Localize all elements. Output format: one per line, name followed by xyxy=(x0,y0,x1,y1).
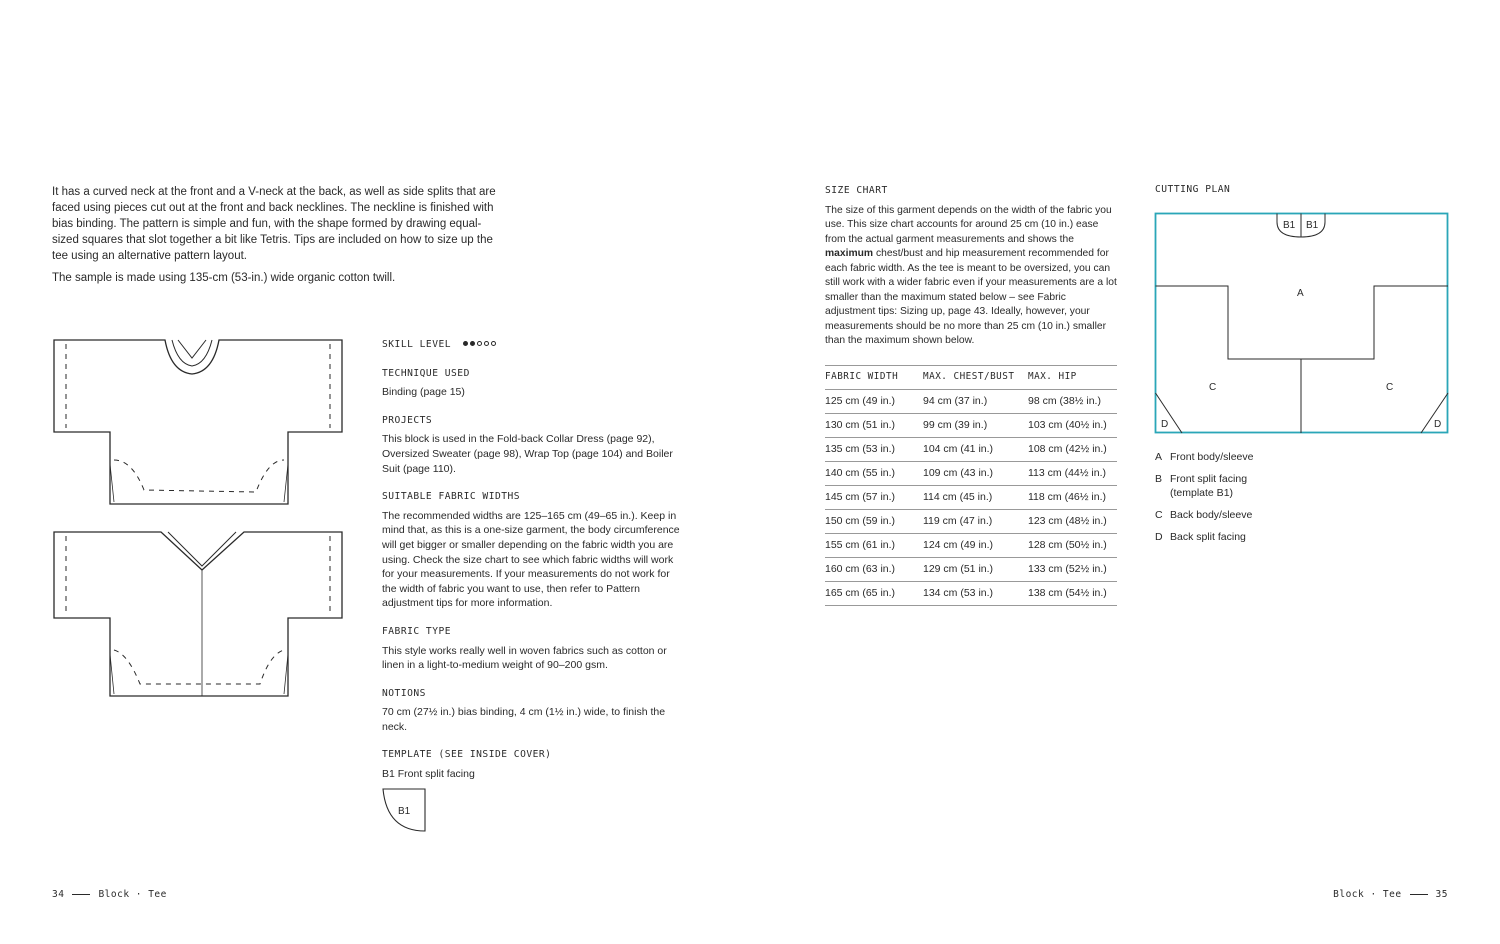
technique-section xyxy=(382,367,682,400)
legend-item: B Front split facing (template B1) xyxy=(1155,473,1248,499)
template-b1-shape xyxy=(382,786,432,836)
table-row xyxy=(825,582,1117,606)
skill-level-heading: SKILL LEVEL xyxy=(382,339,452,350)
skill-dot-1 xyxy=(463,341,468,346)
cutting-plan-heading: CUTTING PLAN xyxy=(1155,184,1231,195)
table-cell: 123 cm (48½ in.) xyxy=(1028,510,1117,534)
table-cell: 104 cm (41 in.) xyxy=(923,438,1028,462)
table-cell: 140 cm (55 in.) xyxy=(825,462,923,486)
template-section xyxy=(382,748,682,835)
table-cell: 103 cm (40½ in.) xyxy=(1028,414,1117,438)
notions-section xyxy=(382,687,682,735)
table-cell: 165 cm (65 in.) xyxy=(825,582,923,606)
table-cell: 98 cm (38½ in.) xyxy=(1028,390,1117,414)
column-header: MAX. HIP xyxy=(1028,365,1117,390)
skill-dot-3 xyxy=(477,341,482,346)
table-row xyxy=(825,462,1117,486)
footer-rule xyxy=(72,894,90,895)
legend-item: A Front body/sleeve xyxy=(1155,451,1254,463)
footer-rule xyxy=(1410,894,1428,895)
table-row xyxy=(825,510,1117,534)
table-cell: 145 cm (57 in.) xyxy=(825,486,923,510)
fabric-type-section xyxy=(382,625,682,673)
technique-heading: TECHNIQUE USED xyxy=(382,367,470,379)
table-cell: 118 cm (46½ in.) xyxy=(1028,486,1117,510)
label-d-left: D xyxy=(1161,419,1169,430)
table-row xyxy=(825,486,1117,510)
skill-dot-4 xyxy=(484,341,489,346)
footer-left xyxy=(52,889,167,900)
column-header: MAX. CHEST/BUST xyxy=(923,365,1028,390)
fabric-widths-section xyxy=(382,490,682,611)
table-cell: 129 cm (51 in.) xyxy=(923,558,1028,582)
column-header: FABRIC WIDTH xyxy=(825,365,923,390)
table-row xyxy=(825,438,1117,462)
table-header-row xyxy=(825,365,1117,390)
skill-level xyxy=(382,337,682,353)
table-cell: 160 cm (63 in.) xyxy=(825,558,923,582)
technique-text: Binding (page 15) xyxy=(382,386,465,399)
table-row xyxy=(825,390,1117,414)
legend-item: C Back body/sleeve xyxy=(1155,509,1253,521)
template-b1-label: B1 xyxy=(398,805,411,817)
table-cell: 108 cm (42½ in.) xyxy=(1028,438,1117,462)
specs-column xyxy=(382,337,682,850)
notions-text: 70 cm (27½ in.) bias binding, 4 cm (1½ in.) wide, to finish the neck. xyxy=(382,706,666,733)
skill-dot-5 xyxy=(491,341,496,346)
size-chart xyxy=(825,184,1117,606)
skill-level-rating xyxy=(463,337,498,352)
label-c-right: C xyxy=(1386,382,1394,393)
footer-title-right: Block · Tee xyxy=(1333,889,1402,900)
table-cell: 150 cm (59 in.) xyxy=(825,510,923,534)
label-b1-right: B1 xyxy=(1306,220,1319,231)
notions-heading: NOTIONS xyxy=(382,687,426,699)
table-row xyxy=(825,534,1117,558)
template-heading: TEMPLATE (SEE INSIDE COVER) xyxy=(382,749,552,761)
cutting-plan-diagram xyxy=(1154,212,1450,436)
table-cell: 124 cm (49 in.) xyxy=(923,534,1028,558)
template-text: B1 Front split facing xyxy=(382,768,475,781)
table-cell: 128 cm (50½ in.) xyxy=(1028,534,1117,558)
table-cell: 109 cm (43 in.) xyxy=(923,462,1028,486)
fabric-widths-text: The recommended widths are 125–165 cm (49–65 in.). Keep in mind that, as this is a one-size garment, the body circumference will get bigger or smaller depending on the fabric width you are using. Check the size chart to see which fabric widths will work for your measurements. If your measurements do not work for the width of fabric you want to use, then refer to Pattern adjustment tips for more information. xyxy=(382,509,680,610)
page-number-right: 35 xyxy=(1435,889,1448,900)
table-cell: 138 cm (54½ in.) xyxy=(1028,582,1117,606)
intro-paragraph-2: The sample is made using 135-cm (53-in.) wide organic cotton twill. xyxy=(52,272,396,284)
cutting-plan xyxy=(1155,184,1455,199)
page-number-left: 34 xyxy=(52,889,65,900)
table-cell: 119 cm (47 in.) xyxy=(923,510,1028,534)
skill-dot-2 xyxy=(470,341,475,346)
legend-item: D Back split facing xyxy=(1155,531,1246,543)
table-cell: 130 cm (51 in.) xyxy=(825,414,923,438)
projects-text: This block is used in the Fold-back Collar Dress (page 92), Oversized Sweater (page 98), Wrap Top (page 104) and Boiler Suit (page 110). xyxy=(382,433,673,475)
fabric-type-text: This style works really well in woven fabrics such as cotton or linen in a light-to-medium weight of 90–200 gsm. xyxy=(382,644,667,672)
table-cell: 133 cm (52½ in.) xyxy=(1028,558,1117,582)
label-b1-left: B1 xyxy=(1283,220,1296,231)
back-tee-illustration xyxy=(48,526,353,704)
table-cell: 155 cm (61 in.) xyxy=(825,534,923,558)
fabric-widths-heading: SUITABLE FABRIC WIDTHS xyxy=(382,491,521,503)
table-cell: 134 cm (53 in.) xyxy=(923,582,1028,606)
table-cell: 135 cm (53 in.) xyxy=(825,438,923,462)
table-cell: 114 cm (45 in.) xyxy=(923,486,1028,510)
table-cell: 94 cm (37 in.) xyxy=(923,390,1028,414)
intro-paragraph-1: It has a curved neck at the front and a V-neck at the back, as well as side splits that are faced using pieces cut out at the front and back necklines. The neckline is finished with bias binding. The pattern is simple and fun, with the shape formed by drawing equal-sized squares that slot together a bit like Tetris. Tips are included on how to size up the tee using an alternative pattern layout. xyxy=(52,186,496,262)
intro-text xyxy=(52,184,507,292)
label-c-left: C xyxy=(1209,382,1217,393)
label-d-right: D xyxy=(1434,419,1442,430)
size-chart-table xyxy=(825,365,1117,607)
projects-heading: PROJECTS xyxy=(382,414,433,426)
front-tee-illustration xyxy=(48,334,353,512)
footer-title-left: Block · Tee xyxy=(98,889,167,900)
fabric-type-heading: FABRIC TYPE xyxy=(382,625,452,637)
label-a: A xyxy=(1297,288,1304,299)
footer-right xyxy=(1333,889,1448,900)
table-cell: 125 cm (49 in.) xyxy=(825,390,923,414)
table-cell: 113 cm (44½ in.) xyxy=(1028,462,1117,486)
table-row xyxy=(825,414,1117,438)
piece-d-left-outline xyxy=(1156,393,1183,433)
size-chart-description: The size of this garment depends on the width of the fabric you use. This size chart accounts for around 25 cm (10 in.) ease from the actual garment measurements and shows the maximum chest/bust and hip measurement recommended for each fabric width. As the tee is meant to be oversized, you can still work with a wider fabric even if your measurements are a lot smaller than the maximum stated below – see Fabric adjustment tips: Sizing up, page 43. Ideally, however, your measurements should be no more than 25 cm (10 in.) smaller than the maximum shown below. xyxy=(825,204,1117,346)
table-cell: 99 cm (39 in.) xyxy=(923,414,1028,438)
projects-section xyxy=(382,414,682,476)
cutting-plan-legend xyxy=(1155,450,1285,552)
size-chart-heading: SIZE CHART xyxy=(825,185,888,196)
table-row xyxy=(825,558,1117,582)
